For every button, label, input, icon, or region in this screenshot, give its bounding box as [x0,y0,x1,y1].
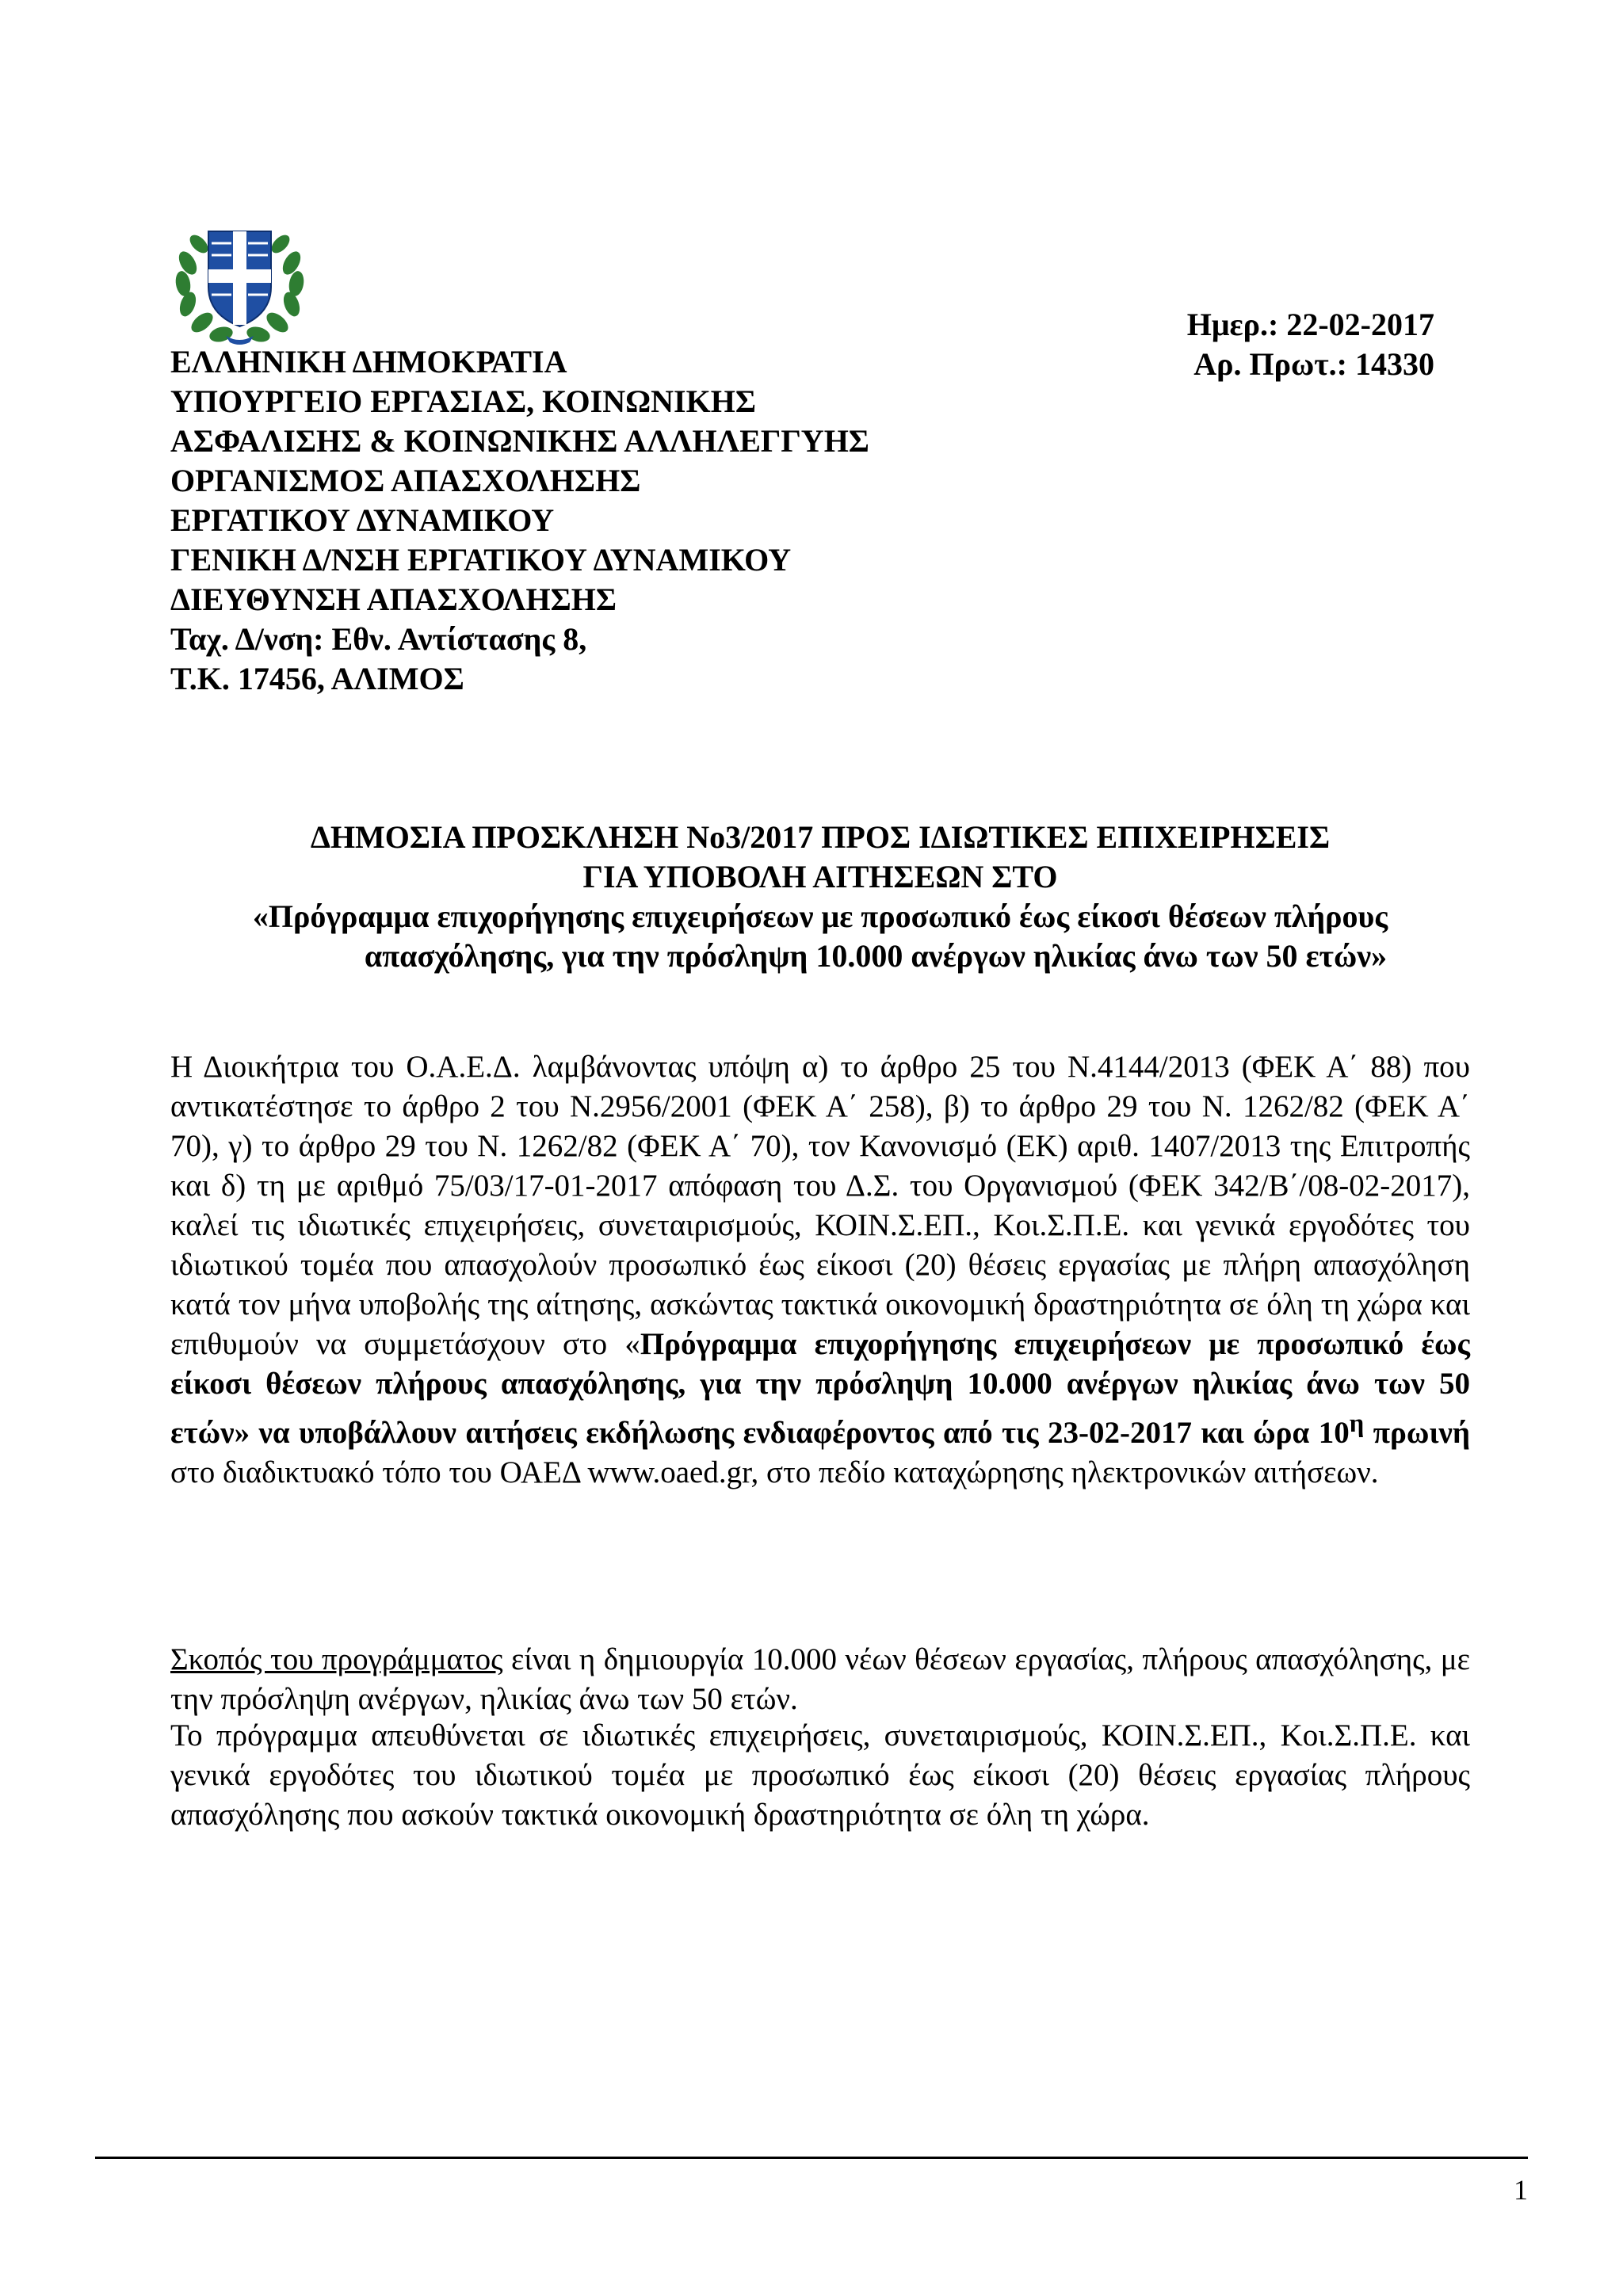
paragraph-text: Το πρόγραμμα απευθύνεται σε ιδιωτικές επιχειρήσεις, συνεταιρισμούς, ΚΟΙΝ.Σ.ΕΠ., Κοι.Σ.Π.Ε. και γενικά εργοδότες του ιδιωτικού τομέα με προσωπικό έως είκοσι (20) θέσεις εργασίας πλήρους απασχόλησης που ασκούν τακτικά οικονομική δραστηριότητα σε όλη τη χώρα. [170,1718,1470,1832]
header-line: ΕΛΛΗΝΙΚΗ ΔΗΜΟΚΡΑΤΙΑ [170,344,567,379]
title-line: απασχόλησης, για την πρόσληψη 10.000 ανέργων ηλικίας άνω των 50 ετών» [364,938,1388,974]
body-paragraph-purpose [170,1640,1470,1719]
header-line: ΕΡΓΑΤΙΚΟΥ ΔΥΝΑΜΙΚΟΥ [170,502,555,538]
protocol-number: Αρ. Πρωτ.: 14330 [1193,346,1434,382]
program-name-bold: Πρόγραμμα επιχορήγησης επιχειρήσεων με προσωπικό έως είκοσι θέσεων πλήρους απασχόλησης, για την πρόσληψη 10.000 ανέργων ηλικίας άνω των 50 ετών» να υποβάλλουν αιτήσεις εκδήλωσης ενδιαφέροντος από τις 23-02-2017 και ώρα 10 [170,1327,1470,1450]
title-line: «Πρόγραμμα επιχορήγησης επιχειρήσεων με προσωπικό έως είκοσι θέσεων πλήρους [252,898,1388,934]
header-line: ΔΙΕΥΘΥΝΣΗ ΑΠΑΣΧΟΛΗΣΗΣ [170,582,617,617]
header-line: Τ.Κ. 17456, ΑΛΙΜΟΣ [170,661,464,696]
time-bold: πρωινή [1364,1416,1470,1450]
ordinal-superscript: η [1349,1409,1365,1438]
title-line: ΓΙΑ ΥΠΟΒΟΛΗ ΑΙΤΗΣΕΩΝ ΣΤΟ [582,859,1058,894]
title-line: ΔΗΜΟΣΙΑ ΠΡΟΣΚΛΗΣΗ Νο3/2017 ΠΡΟΣ ΙΔΙΩΤΙΚΕΣ ΕΠΙΧΕΙΡΗΣΕΙΣ [310,819,1331,855]
header-line: ΓΕΝΙΚΗ Δ/ΝΣΗ ΕΡΓΑΤΙΚΟΥ ΔΥΝΑΜΙΚΟΥ [170,542,792,578]
paragraph-text: είναι η δημιουργία 10.000 νέων θέσεων εργασίας, πλήρους απασχόλησης, με την πρόσληψη ανέργων, ηλικίας άνω των 50 ετών. [170,1642,1470,1716]
body-paragraph-invitation [170,1047,1470,1493]
paragraph-text: Η Διοικήτρια του Ο.Α.Ε.Δ. λαμβάνοντας υπόψη α) το άρθρο 25 του Ν.4144/2013 (ΦΕΚ Α΄ 88) που αντικατέστησε το άρθρο 2 του Ν.2956/2001 (ΦΕΚ Α΄ 258), β) το άρθρο 29 του Ν. 1262/82 (ΦΕΚ Α΄ 70), γ) το άρθρο 29 του Ν. 1262/82 (ΦΕΚ Α΄ 70), τον Κανονισμό (ΕΚ) αριθ. 1407/2013 της Επιτροπής και δ) τη με αριθμό 75/03/17-01-2017 απόφαση του Δ.Σ. του Οργανισμού (ΦΕΚ 342/Β΄/08-02-2017), καλεί τις ιδιωτικές επιχειρήσεις, συνεταιρισμούς, ΚΟΙΝ.Σ.ΕΠ., Κοι.Σ.Π.Ε. και γενικά εργοδότες του ιδιωτικού τομέα που απασχολούν προσωπικό έως είκοσι (20) θέσεις εργασίας με πλήρη απασχόληση κατά τον μήνα υποβολής της αίτησης, ασκώντας τακτικά οικονομική δραστηριότητα σε όλη τη χώρα και επιθυμούν να συμμετάσχουν στο « [170,1050,1470,1361]
document-meta [1094,305,1434,384]
page-number: 1 [1514,2174,1528,2206]
document-date: Ημερ.: 22-02-2017 [1186,307,1434,342]
header-line: Ταχ. Δ/νση: Εθν. Αντίστασης 8, [170,621,587,657]
body-paragraph-audience [170,1716,1470,1835]
header-line: ΟΡΓΑΝΙΣΜΟΣ ΑΠΑΣΧΟΛΗΣΗΣ [170,463,641,498]
header-line: ΥΠΟΥΡΓΕΙΟ ΕΡΓΑΣΙΑΣ, ΚΟΙΝΩΝΙΚΗΣ [170,383,756,419]
purpose-heading: Σκοπός του προγράμματος [170,1642,503,1676]
header-line: ΑΣΦΑΛΙΣΗΣ & ΚΟΙΝΩΝΙΚΗΣ ΑΛΛΗΛΕΓΓΥΗΣ [170,423,869,459]
paragraph-tail: στο διαδικτυακό τόπο του ΟΑΕΔ www.oaed.gr, στο πεδίο καταχώρησης ηλεκτρονικών αιτήσεων. [170,1455,1379,1489]
document-title [170,818,1470,976]
sender-header [170,342,1082,699]
footer-divider [95,2157,1528,2159]
greek-coat-of-arms-icon [170,208,309,346]
